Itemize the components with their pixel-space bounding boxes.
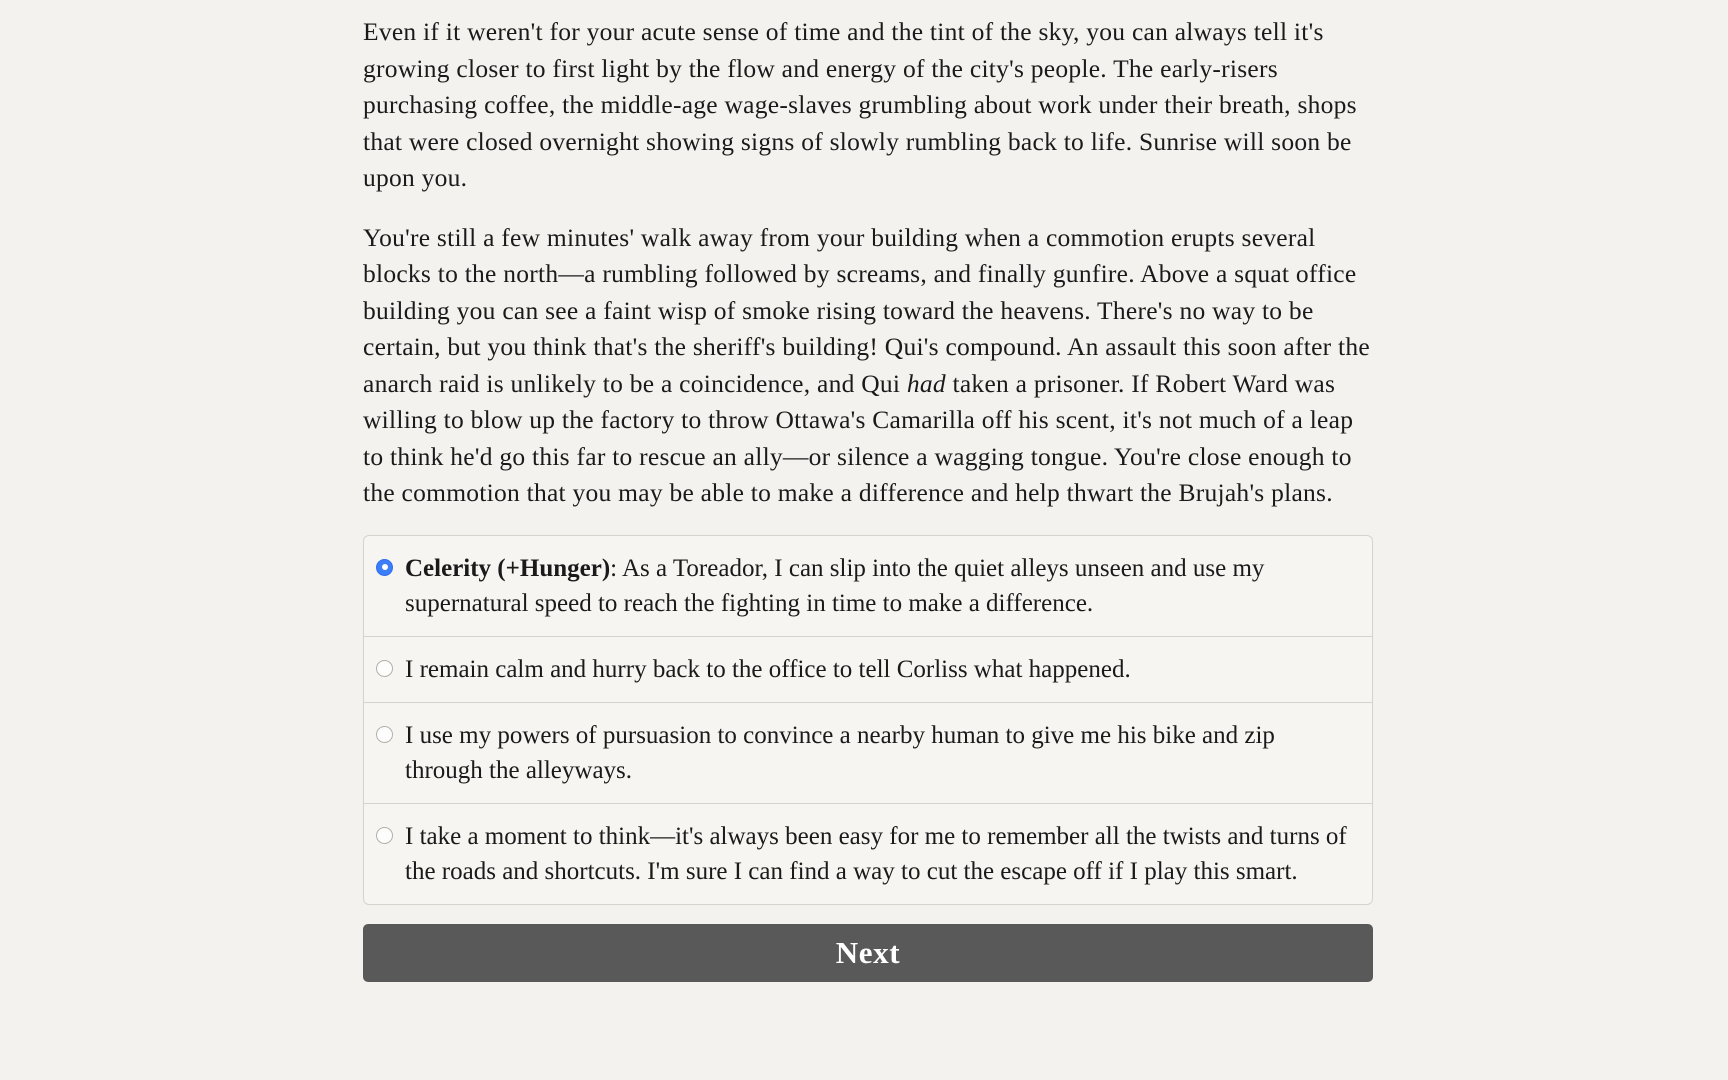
- choice-option-3[interactable]: [364, 703, 1372, 804]
- choice-label-3: I use my powers of pursuasion to convince a nearby human to give me his bike and zip through the alleyways.: [405, 721, 1275, 784]
- choice-option-2[interactable]: [364, 637, 1372, 703]
- choice-label-1: [405, 551, 1358, 621]
- next-button[interactable]: Next: [363, 924, 1373, 982]
- story-emphasis-had: had: [906, 368, 946, 398]
- radio-button-icon-1[interactable]: [376, 559, 393, 576]
- choice-list: [363, 535, 1373, 905]
- story-paragraph-2: [363, 220, 1373, 512]
- radio-button-icon-4[interactable]: [376, 827, 393, 844]
- choice-label-1-bold: Celerity (+Hunger): [405, 554, 611, 582]
- story-paragraph-1: Even if it weren't for your acute sense of time and the tint of the sky, you can always tell it's growing closer to first light by the flow and energy of the city's people. The early-risers purchasing coffee, the middle-age wage-slaves grumbling about work under their breath, shops that were closed overnight showing signs of slowly rumbling back to life. Sunrise will soon be upon you.: [363, 17, 1357, 192]
- story-column: [363, 0, 1373, 1080]
- radio-button-icon-2[interactable]: [376, 660, 393, 677]
- choice-label-2: I remain calm and hurry back to the office to tell Corliss what happened.: [405, 655, 1131, 683]
- choice-option-1[interactable]: [364, 536, 1372, 637]
- radio-button-icon-3[interactable]: [376, 726, 393, 743]
- choice-option-4[interactable]: [364, 804, 1372, 904]
- choice-label-4: I take a moment to think—it's always been easy for me to remember all the twists and turns of the roads and shortcuts. I'm sure I can find a way to cut the escape off if I play this smart.: [405, 822, 1347, 885]
- story-paragraph-2-part2: taken a prisoner. If Robert Ward was willing to blow up the factory to throw Ottawa's Camarilla off his scent, it's not much of a leap to think he'd go this far to rescue an ally—or silence a wagging tongue. You're close enough to the commotion that you may be able to make a difference and help thwart the Brujah's plans.: [363, 368, 1354, 507]
- choice-label-1-rest: : As a Toreador, I can slip into the quiet alleys unseen and use my supernatural speed to reach the fighting in time to make a difference.: [405, 554, 1265, 617]
- story-paragraph-2-part1: You're still a few minutes' walk away from your building when a commotion erupts several blocks to the north—a rumbling followed by screams, and finally gunfire. Above a squat office building you can see a faint wisp of smoke rising toward the heavens. There's no way to be certain, but you think that's the sheriff's building! Qui's compound. An assault this soon after the anarch raid is unlikely to be a coincidence, and Qui: [363, 222, 1370, 398]
